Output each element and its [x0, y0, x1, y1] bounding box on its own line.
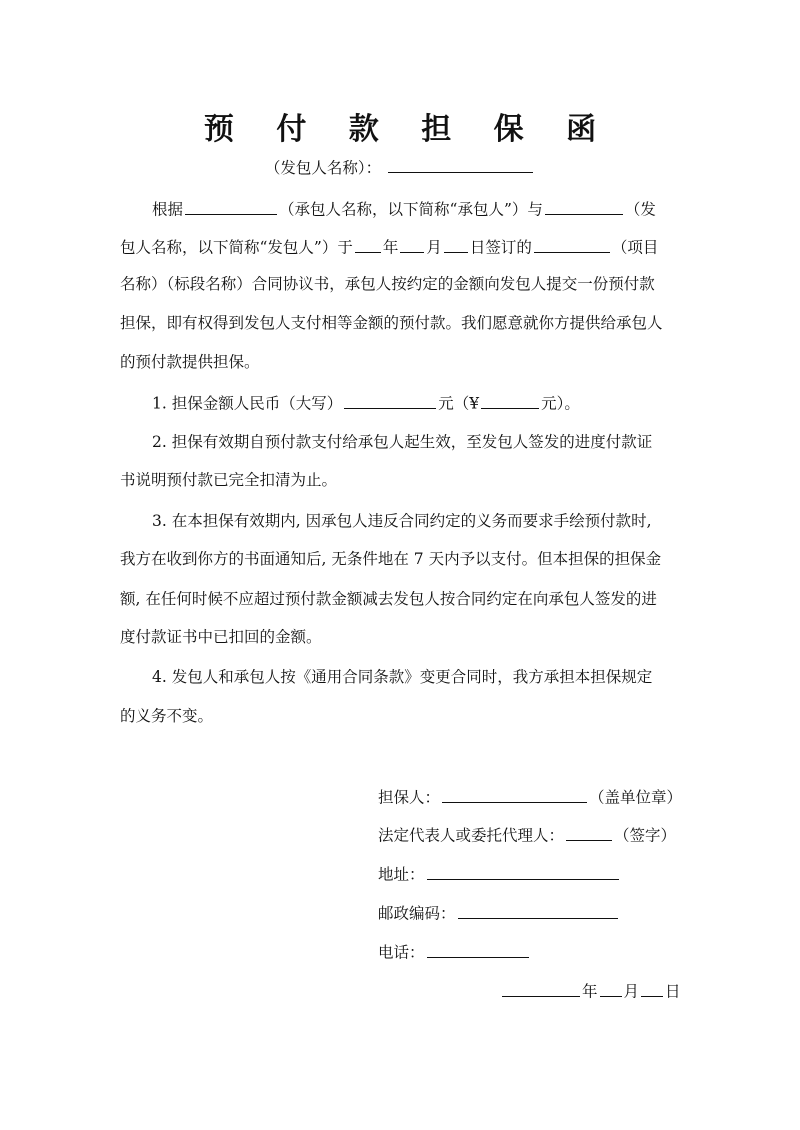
representative-label: 法定代表人或委托代理人：	[378, 826, 565, 845]
clause-2-line-1: 2. 担保有效期自预付款支付给承包人起生效，至发包人签发的进度付款证	[152, 433, 653, 451]
clause-4-line-2: 的义务不变。	[120, 707, 214, 725]
phone-label: 电话：	[378, 943, 425, 962]
addressee-open: （	[264, 159, 281, 177]
sign-day-blank	[444, 236, 468, 253]
amount-words-blank	[344, 392, 436, 409]
intro-line-1	[152, 198, 680, 220]
clause-4-line-1: 4. 发包人和承包人按《通用合同条款》变更合同时，我方承担本担保规定	[152, 668, 653, 686]
phone-blank	[427, 941, 529, 958]
postcode-blank	[458, 902, 618, 919]
amount-figure-blank	[481, 392, 539, 409]
addressee-blank	[388, 157, 533, 174]
representative-blank	[566, 824, 612, 841]
addressee-close: ）：	[357, 159, 382, 177]
employer-name-blank	[545, 198, 623, 215]
addressee-line	[0, 156, 800, 178]
address-label: 地址：	[378, 865, 425, 884]
guarantor-line	[378, 786, 682, 808]
date-year-label: 年	[582, 982, 598, 1001]
date-line	[500, 980, 681, 1002]
address-blank	[427, 863, 619, 880]
clause-3-line-2: 我方在收到你方的书面通知后, 无条件地在 7 天内予以支付。但本担保的担保金	[120, 550, 662, 568]
sign-year-blank	[355, 236, 381, 253]
intro-text: （项目	[611, 238, 659, 257]
guarantor-blank	[442, 786, 587, 803]
clause-1-text: 1. 担保金额人民币（大写）	[152, 394, 343, 413]
intro-line-2	[120, 236, 680, 258]
intro-line-3: 名称）（标段名称）合同协议书，承包人按约定的金额向发包人提交一份预付款	[120, 275, 655, 293]
intro-text: 年	[382, 238, 399, 257]
intro-line-4: 担保，即有权得到发包人支付相等金额的预付款。我们愿意就你方提供给承包人	[120, 314, 663, 332]
clause-3-line-1: 3. 在本担保有效期内, 因承包人违反合同约定的义务而要求手绘预付款时,	[152, 512, 652, 530]
guarantor-note: （盖单位章）	[589, 788, 683, 807]
addressee-label: 发包人名称	[280, 159, 358, 177]
clause-1-text: 元（¥	[438, 394, 480, 413]
address-line	[378, 863, 621, 885]
intro-text: （发	[624, 200, 656, 219]
clause-3-line-3: 额, 在任何时候不应超过预付款金额减去发包人按合同约定在向承包人签发的进	[120, 590, 657, 608]
intro-text: 日签订的	[469, 238, 532, 257]
project-name-blank	[534, 236, 610, 253]
clause-3-line-4: 度付款证书中已扣回的金额。	[120, 628, 322, 646]
intro-line-5: 的预付款提供担保。	[120, 353, 260, 371]
document-title: 预 付 款 担 保 函	[203, 112, 613, 147]
contractor-name-blank	[185, 198, 277, 215]
guarantor-label: 担保人：	[378, 788, 441, 807]
date-month-label: 月	[623, 982, 640, 1001]
clause-1	[152, 392, 680, 414]
postcode-line	[378, 902, 620, 924]
phone-line	[378, 941, 531, 963]
date-month-blank	[600, 980, 622, 997]
representative-line	[378, 824, 676, 846]
intro-text: （承包人名称，以下简称“承包人”）与	[279, 200, 543, 219]
intro-text: 月	[426, 238, 442, 257]
clause-2-line-2: 书说明预付款已完全扣清为止。	[120, 471, 338, 489]
intro-text: 包人名称，以下简称“发包人”）于	[120, 238, 353, 257]
date-day-blank	[641, 980, 663, 997]
clause-1-text: 元）。	[541, 394, 580, 413]
date-year-blank	[502, 980, 580, 997]
representative-note: （签字）	[614, 826, 677, 845]
date-day-label: 日	[665, 982, 681, 1001]
sign-month-blank	[400, 236, 424, 253]
postcode-label: 邮政编码：	[378, 904, 456, 923]
intro-text: 根据	[152, 200, 184, 219]
